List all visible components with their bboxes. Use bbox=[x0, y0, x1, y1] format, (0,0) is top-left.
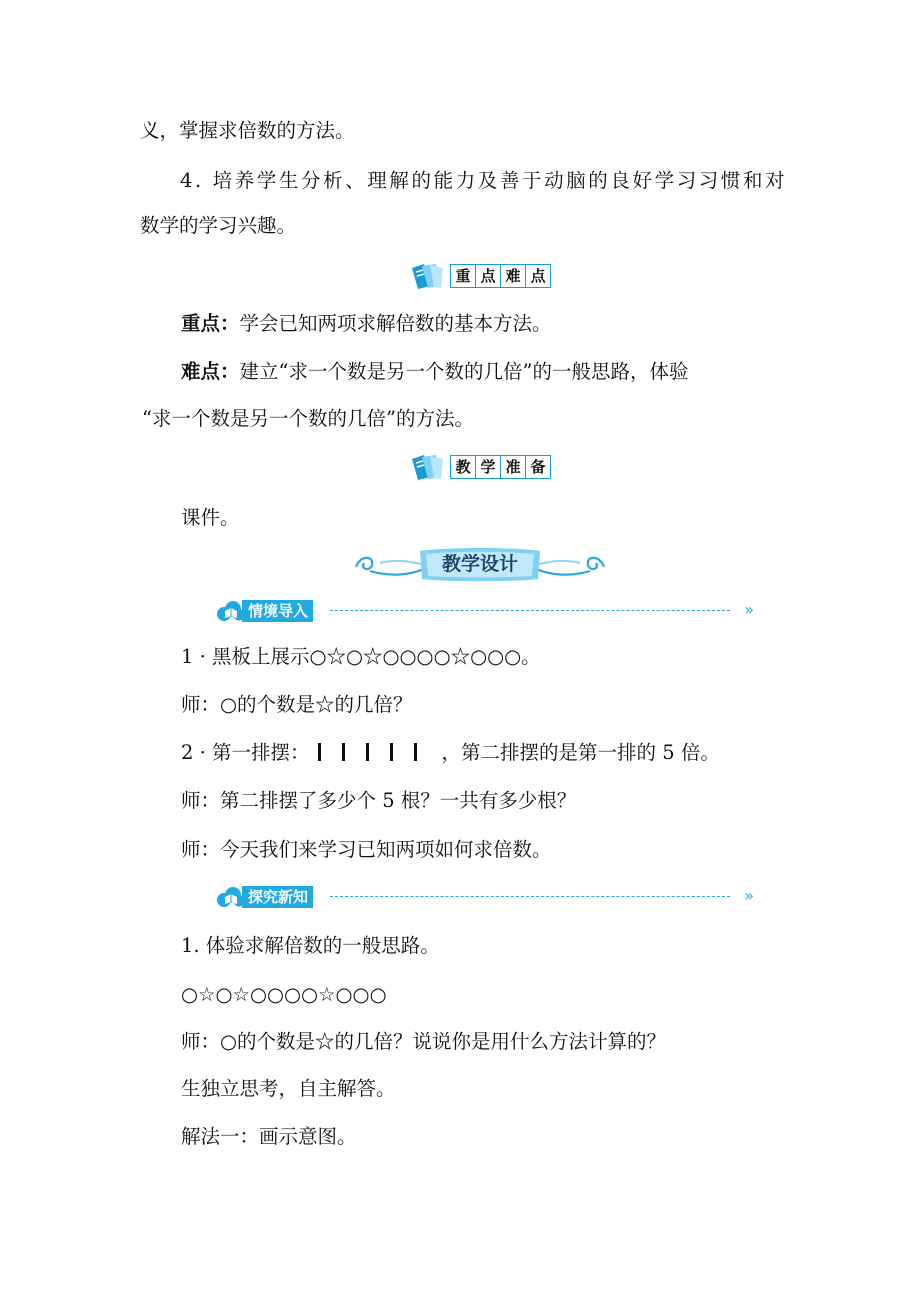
stick-mark bbox=[342, 743, 345, 761]
double-chevron-icon: » bbox=[744, 886, 750, 905]
key-point-line bbox=[181, 311, 552, 337]
tag-label: 探究新知 bbox=[242, 886, 313, 908]
stick-mark bbox=[414, 743, 417, 761]
cloud-book-icon bbox=[215, 599, 245, 623]
text-line: 数学的学习兴趣。 bbox=[140, 214, 297, 237]
heading-char: 学 bbox=[476, 456, 501, 478]
text-line: 课件。 bbox=[181, 506, 240, 529]
text-line: 师：第二排摆了多少个 5 根？一共有多少根？ bbox=[181, 789, 577, 812]
cloud-book-icon bbox=[215, 885, 245, 909]
difficulty-text: 建立“求一个数是另一个数的几倍”的一般思路，体验 bbox=[239, 360, 689, 383]
text-line: 解法一：画示意图。 bbox=[181, 1125, 357, 1148]
heading-char: 准 bbox=[501, 456, 526, 478]
stick-row bbox=[314, 742, 432, 762]
text-line: “求一个数是另一个数的几倍”的方法。 bbox=[142, 407, 474, 430]
stick-mark bbox=[318, 743, 321, 761]
intro-section-tag bbox=[215, 598, 750, 624]
text-line: 师：○的个数是☆的几倍？ bbox=[181, 693, 413, 716]
difficulty-label: 难点： bbox=[181, 360, 240, 383]
stick-mark bbox=[366, 743, 369, 761]
heading-char: 教 bbox=[451, 456, 476, 478]
text-line: 生独立思考，自主解答。 bbox=[181, 1077, 396, 1100]
banner-title: 教学设计 bbox=[441, 553, 518, 575]
double-chevron-icon: » bbox=[744, 600, 750, 619]
book-icon bbox=[410, 262, 446, 290]
design-banner bbox=[350, 545, 610, 583]
key-point-label: 重点： bbox=[181, 312, 240, 335]
dashed-divider bbox=[330, 896, 730, 897]
preparation-heading bbox=[410, 453, 551, 481]
book-icon bbox=[410, 453, 446, 481]
text-line: 1 · 黑板上展示○☆○☆○○○○☆○○○。 bbox=[181, 645, 541, 668]
text-line: 1. 体验求解倍数的一般思路。 bbox=[181, 934, 440, 957]
text-line: 4. 培养学生分析、理解的能力及善于动脑的良好学习习惯和对 bbox=[180, 169, 788, 192]
stick-mark bbox=[390, 743, 393, 761]
heading-char: 重 bbox=[451, 265, 476, 287]
heading-char: 点 bbox=[476, 265, 501, 287]
heading-char: 难 bbox=[501, 265, 526, 287]
text-line: 师：○的个数是☆的几倍？说说你是用什么方法计算的？ bbox=[181, 1030, 667, 1053]
key-point-text: 学会已知两项求解倍数的基本方法。 bbox=[239, 312, 552, 335]
text-line: 师：今天我们来学习已知两项如何求倍数。 bbox=[181, 838, 552, 861]
text-segment: ，第二排摆的是第一排的 5 倍。 bbox=[441, 741, 720, 764]
text-segment: 2 · 第一排摆： bbox=[181, 741, 310, 764]
heading-char: 点 bbox=[530, 267, 546, 285]
difficulty-line bbox=[181, 359, 688, 385]
tag-label: 情境导入 bbox=[242, 600, 313, 622]
heading-char: 备 bbox=[530, 458, 546, 476]
key-points-heading bbox=[410, 262, 551, 290]
dashed-divider bbox=[330, 610, 730, 611]
text-line: 义，掌握求倍数的方法。 bbox=[140, 119, 355, 142]
explore-section-tag bbox=[215, 884, 750, 910]
sticks-line bbox=[181, 740, 720, 766]
symbol-sequence: ○☆○☆○○○○☆○○○ bbox=[181, 983, 387, 1006]
